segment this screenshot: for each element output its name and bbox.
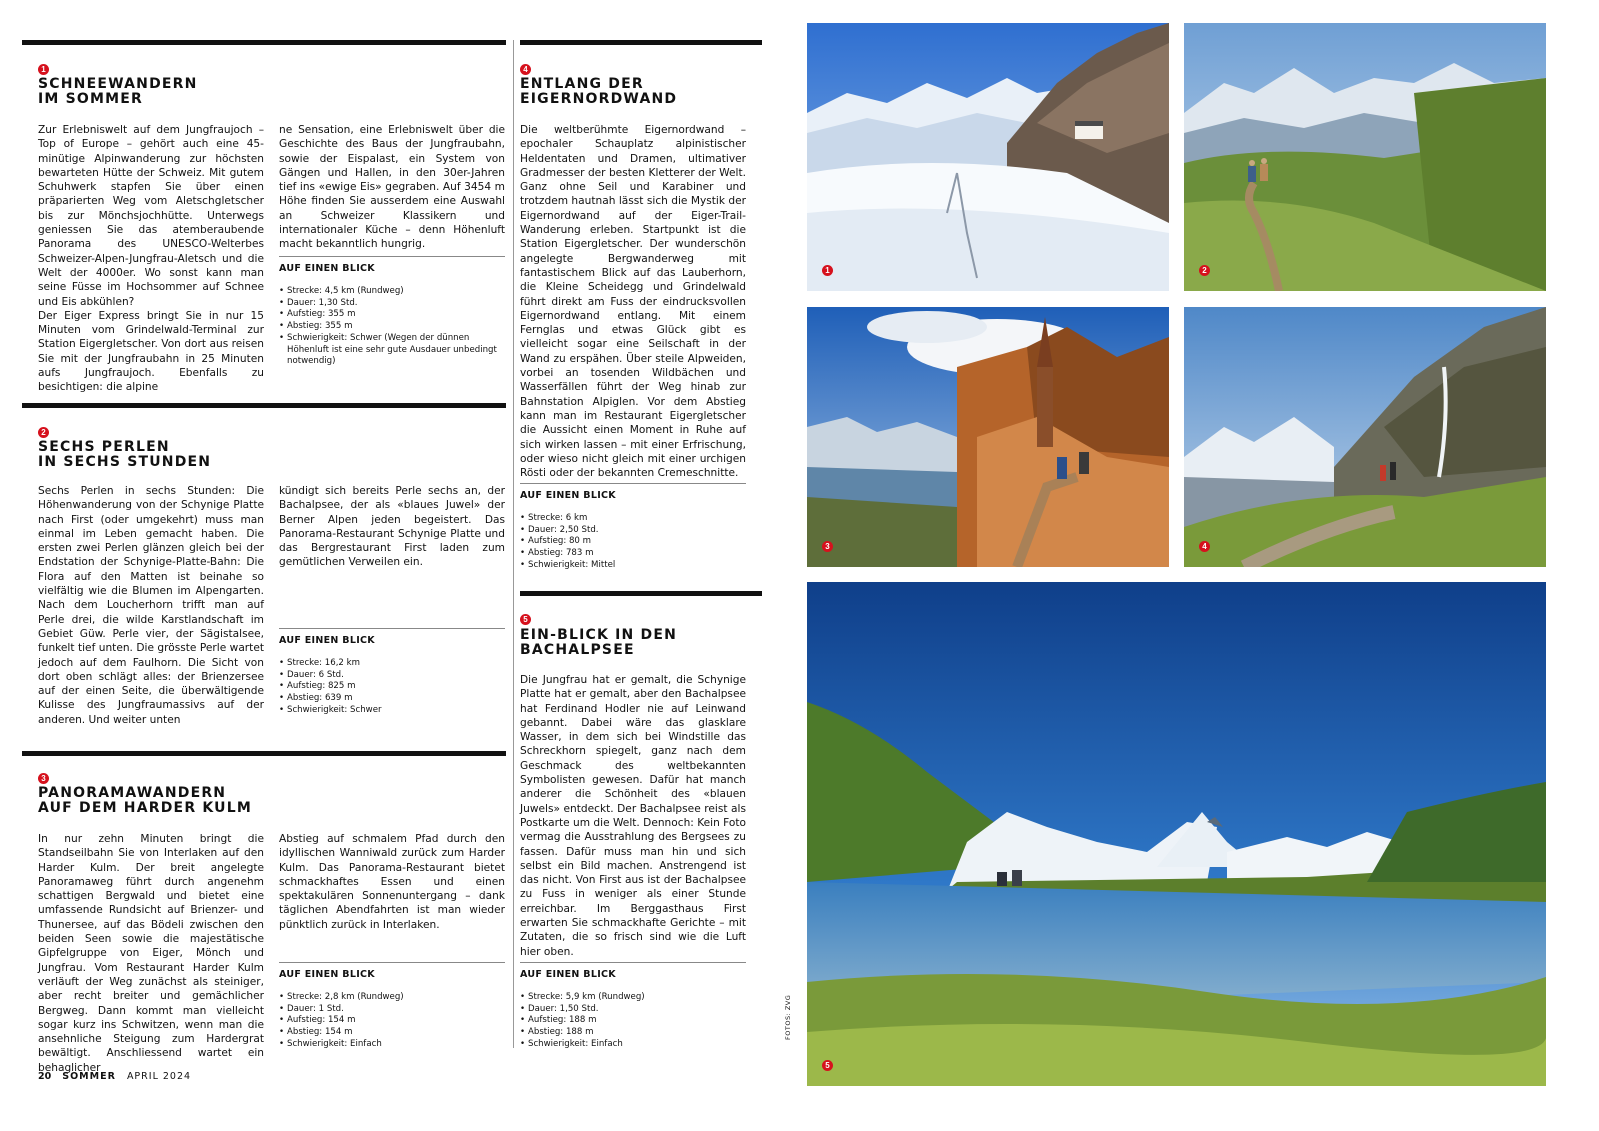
photo-4-waterfall-valley	[1184, 307, 1546, 567]
glance-item: • Schwierigkeit: Einfach	[287, 1039, 505, 1051]
glance-item: • Aufstieg: 355 m	[287, 309, 505, 321]
section-5-title	[520, 628, 760, 658]
photo-5-bachalpsee	[807, 582, 1546, 1086]
section-3-text-col2: Abstieg auf schmalem Pfad durch den idyllischen Wanniwald zurück zum Harder Kulm. Das Panorama-Restaurant bietet schmackhaftes Essen und einen spektakulären Sonnenuntergang – dank täglichen Abendfahrten ist man wieder pünktlich zurück in Interlaken.	[279, 833, 505, 931]
section-2-title-line-2: IN SECHS STUNDEN	[38, 454, 212, 470]
section-2-at-a-glance	[279, 628, 505, 717]
glance-item: • Abstieg: 355 m	[287, 321, 505, 333]
section-3-top-rule	[22, 751, 506, 756]
photo-2-alpine-trail	[1184, 23, 1546, 291]
section-1-at-a-glance	[279, 256, 505, 368]
section-1-text-col2: ne Sensation, eine Erlebniswelt über die Geschichte des Baus der Jungfraubahn, sowie der Eispalast, ein System von Gängen und Hallen, in den 30er-Jahren tief ins «ewige Eis» gegraben. Auf 3454 m Höhe finden Sie ausserdem eine Auswahl an Schweizer Klassikern und internationaler Küche – denn Höhenluft macht bekanntlich hungrig.	[279, 124, 505, 251]
section-4-glance-list	[520, 513, 746, 572]
glance-item: • Dauer: 2,50 Std.	[528, 525, 746, 537]
glance-item: • Strecke: 6 km	[528, 513, 746, 525]
section-1-text-col1: Zur Erlebniswelt auf dem Jungfraujoch – Top of Europe – gehört auch eine 45-minütige Alpinwanderung zur höchsten bewarteten Hütte der Schweiz. Mit gutem Schuhwerk stapfen Sie über einen präparierten Weg vom Aletschgletscher bis zur Mönchsjochhütte. Unterwegs geniessen Sie das atemberaubende Panorama des UNESCO-Welterbes Schweizer-Alpen-Jungfrau-Aletsch und die Welt der 4000er. Wo sonst kann man seine Füsse im Hochsommer auf Schnee und Eis abkühlen? Der Eiger Express bringt Sie in nur 15 Minuten vom Grindelwald-Terminal zur Station Eigergletscher. Von dort aus reisen Sie mit der Jungfraubahn in 25 Minuten aufs Jungfraujoch. Ebenfalls zu besichtigen: die alpine	[38, 124, 264, 394]
section-5-number-badge: 5	[520, 614, 531, 625]
photo-5-number-badge: 5	[822, 1060, 833, 1071]
section-2-text-col1: Sechs Perlen in sechs Stunden: Die Höhenwanderung von der Schynige Platte nach First (oder umgekehrt) muss man einmal im Leben gemacht haben. Die ersten zwei Perlen glänzen gleich bei der Endstation der Schynige-Platte-Bahn: Die Flora auf den Matten ist beinahe so vielfältig wie die Blumen im Alpengarten. Nach dem Loucherhorn trifft man auf Perle drei, die wilde Karstlandschaft im Gebiet Güw. Perle vier, der Sägistalsee, funkelt tief unten. Die grösste Perle wartet jedoch auf dem Faulhorn. Die Sicht von dort oben schlägt alles: der Brienzersee auf der einen Seite, die überwältigende Kulisse des Jungfraumassivs auf der anderen. Und weiter unten	[38, 485, 264, 726]
glance-item: • Schwierigkeit: Mittel	[528, 560, 746, 572]
section-1-title-line-1: SCHNEEWANDERN	[38, 76, 198, 92]
issue-date: APRIL 2024	[126, 1071, 192, 1082]
section-3-number-badge: 3	[38, 773, 49, 784]
section-4-title-line-2: EIGERNORDWAND	[520, 91, 678, 107]
section-2-glance-heading: AUF EINEN BLICK	[279, 628, 505, 646]
glance-item: • Strecke: 2,8 km (Rundweg)	[287, 992, 505, 1004]
glance-item: • Strecke: 5,9 km (Rundweg)	[528, 992, 746, 1004]
section-1-glance-heading: AUF EINEN BLICK	[279, 256, 505, 274]
section-4-glance-heading: AUF EINEN BLICK	[520, 483, 746, 501]
section-1-glance-list	[279, 286, 505, 368]
glance-item: • Schwierigkeit: Einfach	[528, 1039, 746, 1051]
photo-1-snowfield-hut	[807, 23, 1169, 291]
section-3-at-a-glance	[279, 962, 505, 1051]
section-1-title-line-2: IM SOMMER	[38, 91, 144, 107]
glance-item: • Strecke: 4,5 km (Rundweg)	[287, 286, 505, 298]
glance-item: • Aufstieg: 188 m	[528, 1015, 746, 1027]
section-3-title-line-1: PANORAMAWANDERN	[38, 785, 227, 801]
glance-item: • Abstieg: 188 m	[528, 1027, 746, 1039]
glance-item: • Dauer: 1 Std.	[287, 1004, 505, 1016]
photo-1-number-badge: 1	[822, 265, 833, 276]
glance-item: • Schwierigkeit: Schwer	[287, 705, 505, 717]
section-2-title-line-1: SECHS PERLEN	[38, 439, 170, 455]
section-2-number-badge: 2	[38, 427, 49, 438]
magazine-section: SOMMER	[62, 1071, 116, 1082]
section-5-title-line-2: BACHALPSEE	[520, 642, 635, 658]
section-4-title-line-1: ENTLANG DER	[520, 76, 644, 92]
section-4-title	[520, 77, 760, 107]
section-3-glance-heading: AUF EINEN BLICK	[279, 962, 505, 980]
section-1-number-badge: 1	[38, 64, 49, 75]
photo-3-number-badge: 3	[822, 541, 833, 552]
glance-item: • Aufstieg: 825 m	[287, 681, 505, 693]
photo-credit: FOTOS: ZVG	[784, 994, 792, 1040]
section-4-number-badge: 4	[520, 64, 531, 75]
section-3-title	[38, 786, 298, 816]
glance-item: • Strecke: 16,2 km	[287, 658, 505, 670]
section-3-title-line-2: AUF DEM HARDER KULM	[38, 800, 252, 816]
photo-2-number-badge: 2	[1199, 265, 1210, 276]
glance-item: • Aufstieg: 154 m	[287, 1015, 505, 1027]
glance-item: • Dauer: 1,50 Std.	[528, 1004, 746, 1016]
section-1-top-rule	[22, 40, 506, 45]
section-2-text-col2: kündigt sich bereits Perle sechs an, der Bachalpsee, der als «blaues Juwel» der Berner Alpen jeden begeistert. Das Panorama-Restaurant Schynige Platte und das Bergrestaurant First laden zum gemütlichen Verweilen ein.	[279, 485, 505, 569]
column-divider	[513, 40, 514, 1048]
glance-item: • Abstieg: 154 m	[287, 1027, 505, 1039]
photo-3-autumn-church	[807, 307, 1169, 567]
page-footer	[38, 1071, 191, 1082]
section-5-glance-list	[520, 992, 746, 1051]
page-number: 20	[38, 1071, 52, 1082]
section-4-at-a-glance	[520, 483, 746, 572]
glance-item: • Aufstieg: 80 m	[528, 536, 746, 548]
glance-item: • Dauer: 1,30 Std.	[287, 298, 505, 310]
section-3-glance-list	[279, 992, 505, 1051]
section-1-title	[38, 77, 278, 107]
section-3-text-col1: In nur zehn Minuten bringt die Standseilbahn Sie von Interlaken auf den Harder Kulm. Der breit angelegte Panoramaweg führt durch angenehm schattigen Bergwald und bietet eine umfassende Rundsicht auf Brienzer- und Thunersee, auf das Bödeli zwischen den beiden Seen sowie die majestätische Gipfelgruppe von Eiger, Mönch und Jungfrau. Vom Restaurant Harder Kulm verläuft der Weg zunächst als steiniger, aber recht breiter und gemächlicher Bergweg. Dann kommt man vielleicht sogar kurz ins Schwitzen, wenn man die ansehnliche Steigung zum Hardergrat bewältigt. Anschliessend wartet ein behaglicher	[38, 833, 264, 1074]
section-5-at-a-glance	[520, 962, 746, 1051]
section-4-top-rule	[520, 40, 762, 45]
section-2-title	[38, 440, 278, 470]
glance-item: • Dauer: 6 Std.	[287, 670, 505, 682]
section-4-text: Die weltberühmte Eigernordwand – epochaler Schauplatz alpinistischer Heldentaten und Dramen, ultimativer Gradmesser der besten Kletterer der Welt. Ganz ohne Seil und Karabiner und trotzdem hautnah lässt sich die Mystik der Eigernordwand auf der Eiger-Trail-Wanderung erleben. Startpunkt ist die Station Eigergletscher. Der wunderschön angelegte Bergwanderweg mit fantastischem Blick auf das Lauberhorn, die Kleine Scheidegg und Grindelwald führt direkt am Fuss der eindrucksvollen Eigernordwand entlang. Mit einem Fernglas und etwas Glück gibt es vielleicht sogar eine Seilschaft in der Wand zu erspähen. Über steile Alpweiden, vorbei an tosenden Wildbächen und Wasserfällen führt der Weg hinab zur Bahnstation Alpiglen. Vor dem Abstieg kann man im Restaurant Eigergletscher die Aussicht einen Moment in Ruhe auf sich wirken lassen – mit einer Erfrischung, oder wieso nicht gleich mit einer urchigen Rösti oder der bekannten Cremeschnitte.	[520, 124, 746, 480]
glance-item: • Abstieg: 783 m	[528, 548, 746, 560]
glance-item: • Schwierigkeit: Schwer (Wegen der dünnen Höhenluft ist eine sehr gute Ausdauer unbedingt notwendig)	[287, 333, 505, 368]
section-2-top-rule	[22, 403, 506, 408]
glance-item: • Abstieg: 639 m	[287, 693, 505, 705]
photo-4-number-badge: 4	[1199, 541, 1210, 552]
section-5-title-line-1: EIN-BLICK IN DEN	[520, 627, 677, 643]
section-2-glance-list	[279, 658, 505, 717]
section-5-glance-heading: AUF EINEN BLICK	[520, 962, 746, 980]
section-5-top-rule	[520, 591, 762, 596]
section-5-text: Die Jungfrau hat er gemalt, die Schynige Platte hat er gemalt, aber den Bachalpsee hat Ferdinand Hodler nie auf Leinwand gebannt. Dabei wäre das glasklare Wasser, in dem sich bei Windstille das Schreckhorn spiegelt, ganz nach dem Geschmack des weltbekannten Symbolisten gewesen. Dafür hat manch anderer die Schönheit des «blauen Juwels» entdeckt. Der Bachalpsee reist als Postkarte um die Welt. Dennoch: Kein Foto vermag die Ausstrahlung des Bergsees zu fassen. Dafür muss man hin und sich selbst ein Bild machen. Anstrengend ist das nicht. Von First aus ist der Bachalpsee zu Fuss in weniger als einer Stunde erreichbar. Im Berggasthaus First erwarten Sie schmackhafte Gerichte – mit Zutaten, die so frisch sind wie die Luft hier oben.	[520, 674, 747, 958]
